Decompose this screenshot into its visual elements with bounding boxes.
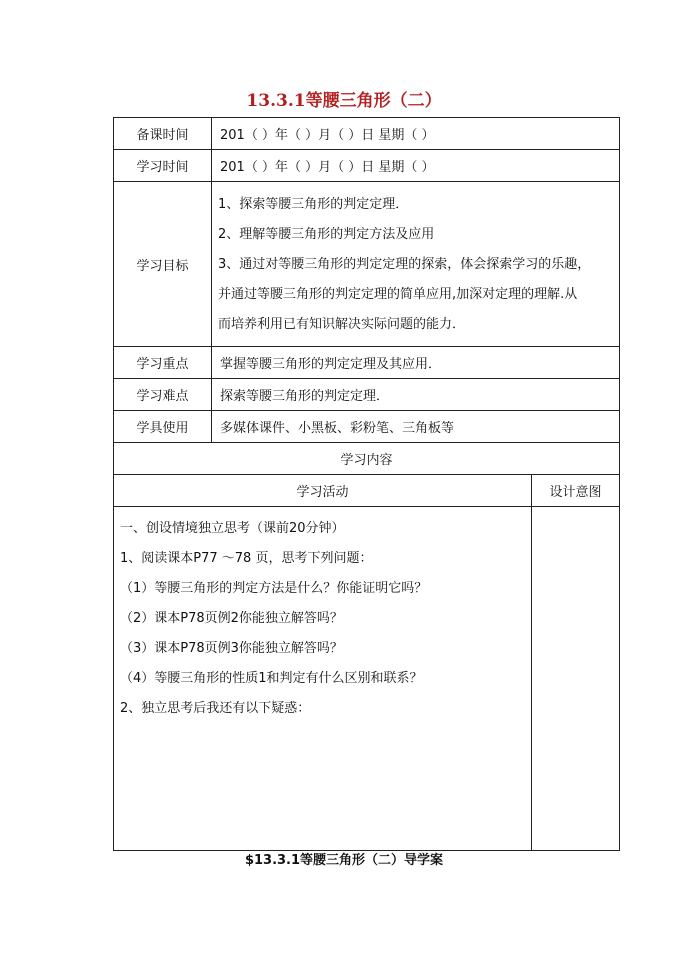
objective-item: 并通过等腰三角形的判定定理的简单应用,加深对定理的理解.从 (218, 287, 578, 302)
objective-item: 1、探索等腰三角形的判定定理． (218, 197, 409, 212)
activity-item: 2、独立思考后我还有以下疑惑： (120, 701, 311, 716)
document-footer: $13.3.1等腰三角形（二）导学案 (244, 853, 444, 868)
content-header: 学习内容 (114, 443, 620, 475)
row-study-time (114, 150, 620, 182)
prep-time-label: 备课时间 (114, 118, 212, 150)
row-tools (114, 411, 620, 443)
lesson-plan-table (113, 117, 620, 851)
difficulty-value: 探索等腰三角形的判定定理． (212, 379, 620, 411)
objectives-content (212, 182, 620, 347)
design-header: 设计意图 (532, 475, 620, 507)
objective-item: 3、通过对等腰三角形的判定定理的探索，体会探索学习的乐趣， (218, 257, 591, 272)
row-difficulty (114, 379, 620, 411)
tools-label: 学具使用 (114, 411, 212, 443)
document-title: 13.3.1等腰三角形（二） (246, 91, 442, 111)
activity-header: 学习活动 (114, 475, 532, 507)
row-activities (114, 507, 620, 851)
activity-item: 1、阅读课本P77 ～78 页，思考下列问题： (120, 551, 373, 566)
row-activity-headers (114, 475, 620, 507)
study-time-value[interactable]: 201（ ）年（ ）月（ ）日 星期（ ） (212, 150, 620, 182)
activity-item: （4）等腰三角形的性质1和判定有什么区别和联系？ (120, 671, 423, 686)
activities-content[interactable] (114, 507, 532, 851)
objectives-label: 学习目标 (114, 182, 212, 347)
row-content-header (114, 443, 620, 475)
difficulty-label: 学习难点 (114, 379, 212, 411)
objective-item: 而培养利用已有知识解决实际问题的能力． (218, 317, 466, 332)
activity-item: （1）等腰三角形的判定方法是什么？你能证明它吗？ (120, 581, 428, 596)
tools-value: 多媒体课件、小黑板、彩粉笔、三角板等 (212, 411, 620, 443)
activity-item: （2）课本P78页例2你能独立解答吗？ (120, 611, 343, 626)
row-key-point (114, 347, 620, 379)
study-time-label: 学习时间 (114, 150, 212, 182)
row-objectives (114, 182, 620, 347)
prep-time-value[interactable]: 201（ ）年（ ）月（ ）日 星期（ ） (212, 118, 620, 150)
activity-item: （3）课本P78页例3你能独立解答吗？ (120, 641, 343, 656)
design-intent-cell[interactable] (532, 507, 620, 851)
row-prep-time (114, 118, 620, 150)
objective-item: 2、理解等腰三角形的判定方法及应用 (218, 227, 435, 242)
key-point-value: 掌握等腰三角形的判定定理及其应用． (212, 347, 620, 379)
key-point-label: 学习重点 (114, 347, 212, 379)
activity-item: 一、创设情境独立思考（课前20分钟） (120, 521, 345, 536)
